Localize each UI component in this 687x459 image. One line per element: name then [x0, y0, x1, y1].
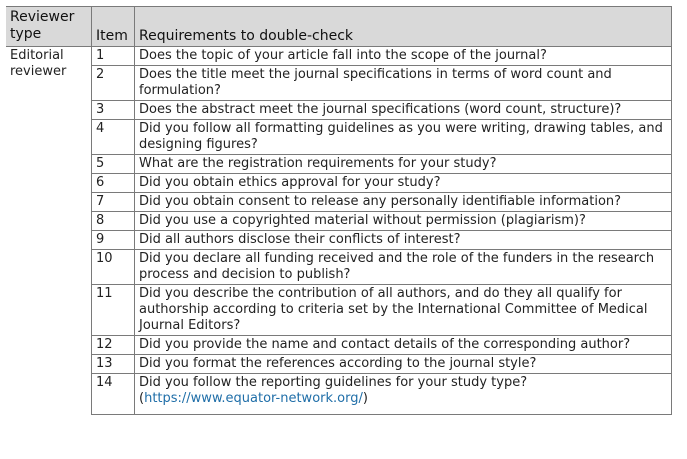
- item-number: 9: [92, 231, 135, 250]
- requirement-text: Does the topic of your article fall into the scope of the journal?: [135, 47, 672, 66]
- requirement-text: Does the abstract meet the journal specifications (word count, structure)?: [135, 101, 672, 120]
- item-number: 5: [92, 155, 135, 174]
- table-row: [6, 250, 672, 285]
- item-number: 3: [92, 101, 135, 120]
- item-number: 4: [92, 120, 135, 155]
- table-row: [6, 193, 672, 212]
- requirement-text: [135, 374, 672, 415]
- table-row: [6, 155, 672, 174]
- table-row: [6, 47, 672, 66]
- requirement-text: Did all authors disclose their conflicts of interest?: [135, 231, 672, 250]
- header-requirements: Requirements to double-check: [135, 7, 672, 47]
- requirement-text: What are the registration requirements for your study?: [135, 155, 672, 174]
- item-number: 12: [92, 336, 135, 355]
- table-row: [6, 120, 672, 155]
- equator-network-link[interactable]: https://www.equator-network.org/: [144, 391, 363, 406]
- requirements-table: [6, 6, 672, 415]
- item-number: 7: [92, 193, 135, 212]
- table-row: [6, 101, 672, 120]
- item-number: 11: [92, 285, 135, 336]
- requirement-text: Did you follow all formatting guidelines as you were writing, drawing tables, and designing figures?: [135, 120, 672, 155]
- table-row: [6, 212, 672, 231]
- item-number: 13: [92, 355, 135, 374]
- requirement-text: Did you format the references according to the journal style?: [135, 355, 672, 374]
- item-number: 6: [92, 174, 135, 193]
- header-reviewer-type: Reviewer type: [6, 7, 92, 47]
- requirement-text-after: ): [362, 391, 368, 406]
- requirement-text: Did you obtain consent to release any personally identifiable information?: [135, 193, 672, 212]
- header-item: Item: [92, 7, 135, 47]
- requirement-text-before: Did you follow the reporting guidelines for your study type? (: [139, 375, 528, 406]
- table-row: [6, 174, 672, 193]
- item-number: 14: [92, 374, 135, 415]
- requirement-text: Does the title meet the journal specifications in terms of word count and formulation?: [135, 66, 672, 101]
- table-row: [6, 231, 672, 250]
- table-row: [6, 66, 672, 101]
- table-row: [6, 285, 672, 336]
- item-number: 1: [92, 47, 135, 66]
- table-row: [6, 374, 672, 415]
- item-number: 10: [92, 250, 135, 285]
- requirement-text: Did you obtain ethics approval for your study?: [135, 174, 672, 193]
- reviewer-type-cell: Editorial reviewer: [10, 48, 67, 79]
- table-row: [6, 336, 672, 355]
- table-row: [6, 355, 672, 374]
- requirement-text: Did you use a copyrighted material without permission (plagiarism)?: [135, 212, 672, 231]
- requirement-text: Did you describe the contribution of all authors, and do they all qualify for authorship according to criteria set by the International Committee of Medical Journal Editors?: [135, 285, 672, 336]
- item-number: 2: [92, 66, 135, 101]
- item-number: 8: [92, 212, 135, 231]
- header-row: [6, 7, 672, 47]
- requirement-text: Did you provide the name and contact details of the corresponding author?: [135, 336, 672, 355]
- requirement-text: Did you declare all funding received and the role of the funders in the research process and decision to publish?: [135, 250, 672, 285]
